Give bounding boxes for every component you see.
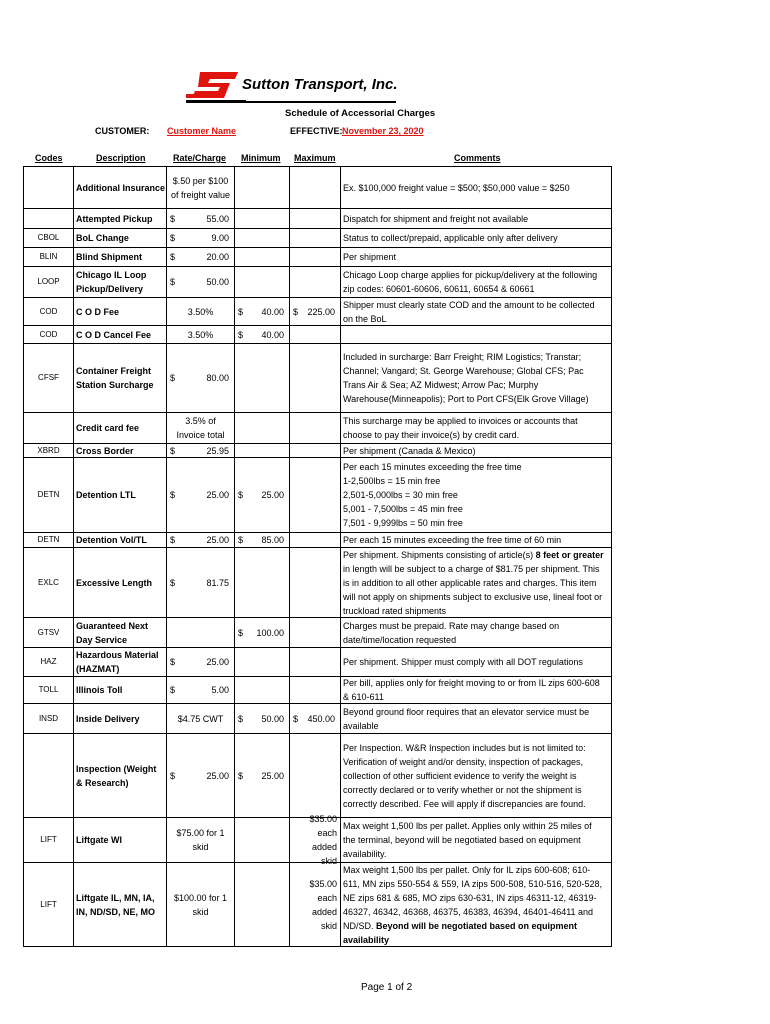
amount-value: 25.00	[261, 490, 284, 500]
text-line: Per shipment. Shipper must comply with all DOT regulations	[343, 657, 583, 667]
text-line: & 610-611	[343, 692, 384, 702]
charge-comments	[341, 444, 611, 457]
charge-description	[74, 326, 166, 343]
minimum-charge	[235, 298, 289, 325]
amount-value: 81.75	[206, 577, 229, 588]
customer-label: CUSTOMER:	[95, 126, 150, 136]
charge-code: INSD	[38, 713, 59, 723]
text-line: Day Service	[76, 634, 128, 645]
charge-description	[74, 167, 166, 208]
amount-value: 25.00	[206, 657, 229, 667]
text-line: 5,001 - 7,500lbs = 45 min free	[343, 504, 463, 514]
text-line: Max weight 1,500 lbs per pallet. Applies only within 25 miles of	[343, 821, 592, 831]
text-line: 46327, 46342, 46368, 46375, 46383, 46394, 46401-46411 and	[343, 906, 594, 917]
text-line: C O D Cancel Fee	[76, 329, 152, 340]
text-line: Per each 15 minutes exceeding the free time of 60 min	[343, 535, 562, 545]
charge-comments	[341, 818, 611, 862]
text-line: skid	[320, 856, 337, 866]
text-line: $75.00 for 1	[176, 828, 225, 838]
text-line: will not apply on shipments subject to exclusive use, lineal foot or	[343, 591, 603, 602]
charge-description	[74, 704, 166, 733]
text-line: truckload rated shipments	[343, 605, 447, 616]
amount-value: 25.00	[206, 770, 229, 781]
charge-description	[74, 818, 166, 862]
charge-comments	[341, 229, 611, 247]
text-line: Credit card fee	[76, 423, 140, 433]
text-line: available	[343, 720, 379, 731]
charge-description	[74, 533, 166, 547]
charge-description	[74, 413, 166, 443]
text-line: Illinois Toll	[76, 685, 123, 695]
rate-charge	[167, 533, 234, 547]
charge-description	[74, 648, 166, 676]
currency-symbol: $	[238, 535, 244, 545]
currency-symbol: $	[170, 233, 176, 243]
amount-value: 450.00	[307, 713, 335, 724]
text-line: Channel; Vangard; St. George Warehouse; Global CFS; Pac	[343, 366, 584, 376]
text-line: Container Freight	[76, 366, 152, 376]
currency-symbol: $	[238, 770, 244, 781]
text-line: Guaranteed Next	[76, 620, 149, 631]
text-line: Max weight 1,500 lbs per pallet. Only for IL zips 600-608; 610-	[343, 864, 591, 875]
amount-value: 50.00	[206, 277, 229, 287]
charge-comments	[341, 413, 611, 443]
text-line: is in addition to all other applicable rates and charges. This item	[343, 577, 597, 588]
rate-charge	[167, 298, 234, 325]
charge-code	[24, 734, 73, 817]
text-line: availability.	[343, 849, 387, 859]
charge-comments	[341, 548, 611, 617]
charge-description	[74, 298, 166, 325]
charge-comments	[341, 344, 611, 412]
charge-description	[74, 458, 166, 532]
text-line: each added	[311, 892, 337, 917]
rate-charge	[167, 229, 234, 247]
text-line: each added	[311, 828, 337, 852]
column-border	[234, 166, 235, 947]
charge-description	[74, 734, 166, 817]
text-line: ND/SD. Beyond will be negotiated based on equipment	[343, 920, 578, 931]
charge-code: LIFT	[40, 899, 57, 909]
text-line: Per shipment. Shipments consisting of article(s) 8 feet or greater	[343, 549, 604, 560]
currency-symbol: $	[170, 445, 176, 456]
charge-code	[24, 413, 73, 443]
amount-value: 50.00	[261, 713, 284, 724]
text-line: Liftgate WI	[76, 835, 122, 845]
text-line: skid	[320, 920, 337, 931]
text-line: of freight value	[170, 189, 231, 200]
charge-code: COD	[39, 329, 58, 339]
text-line: Per Inspection. W&R Inspection includes but is not limited to:	[343, 742, 586, 753]
maximum-charge	[290, 863, 340, 946]
text-line: availability	[343, 934, 390, 945]
charge-code	[24, 209, 73, 228]
amount-value: 55.00	[206, 213, 229, 224]
charge-code: LIFT	[40, 835, 57, 844]
currency-symbol: $	[170, 213, 176, 224]
text-line: Attempted Pickup	[76, 213, 153, 224]
rate-charge	[167, 734, 234, 817]
text-line: $.50 per $100	[172, 175, 229, 186]
text-line: 3.50%	[187, 329, 214, 340]
text-line: This surcharge may be applied to invoices or accounts that	[343, 416, 578, 426]
text-line: Blind Shipment	[76, 252, 142, 262]
charge-comments	[341, 734, 611, 817]
text-line: 3.50%	[187, 306, 214, 317]
text-line: Liftgate IL, MN, IA,	[76, 892, 155, 903]
page-number: Page 1 of 2	[361, 982, 413, 993]
column-header-codes: Codes	[35, 153, 63, 163]
text-line: Verification of weight and/or density, inspection of packages,	[343, 756, 583, 767]
document-title: Schedule of Accessorial Charges	[285, 108, 436, 119]
amount-value: 40.00	[261, 306, 284, 317]
text-line: & Research)	[76, 777, 129, 788]
rate-charge	[167, 167, 234, 208]
charge-code: EXLC	[38, 577, 59, 587]
text-line: Chicago Loop charge applies for pickup/delivery at the following	[343, 270, 598, 280]
text-line: Chicago IL Loop	[76, 270, 147, 280]
minimum-charge	[235, 734, 289, 817]
text-line: Dispatch for shipment and freight not available	[343, 213, 529, 224]
currency-symbol: $	[170, 657, 176, 667]
currency-symbol: $	[170, 577, 176, 588]
text-line: Included in surcharge: Barr Freight; RIM Logistics; Transtar;	[343, 352, 582, 362]
text-line: correctly declared or to verify whether or not the shipment is	[343, 784, 582, 795]
charge-description	[74, 267, 166, 297]
text-line: in length will be subject to a charge of $81.75 per shipment. This	[343, 563, 600, 574]
charge-description	[74, 209, 166, 228]
rate-charge	[167, 248, 234, 266]
amount-value: 25.00	[206, 490, 229, 500]
effective-date-field[interactable]: November 23, 2020	[342, 126, 424, 136]
text-line: Cross Border	[76, 445, 134, 456]
text-line: Warehouse(Minneapolis); Port to Port CFS(Elk Grove Village)	[343, 394, 589, 404]
column-header-comments: Comments	[454, 153, 501, 163]
text-line: collection of other sufficient evidence to verify the weight is	[343, 770, 577, 781]
text-line: Inspection (Weight	[76, 763, 157, 774]
text-line: date/time/location requested	[343, 634, 457, 645]
text-line: Inside Delivery	[76, 713, 140, 724]
rate-charge	[167, 704, 234, 733]
amount-value: 25.95	[206, 445, 229, 456]
text-line: $100.00 for 1	[173, 892, 228, 903]
rate-charge	[167, 413, 234, 443]
currency-symbol: $	[170, 685, 176, 695]
charge-comments	[341, 677, 611, 703]
charge-code	[24, 167, 73, 208]
text-line: Detention Vol/TL	[76, 535, 147, 545]
rate-charge	[167, 548, 234, 617]
rate-charge	[167, 677, 234, 703]
charge-description	[74, 618, 166, 647]
rate-charge	[167, 209, 234, 228]
text-line: skid	[192, 906, 209, 917]
amount-value: 40.00	[261, 329, 284, 340]
amount-value: 20.00	[206, 252, 229, 262]
text-line: $35.00	[309, 878, 337, 889]
currency-symbol: $	[170, 373, 176, 383]
text-line: choose to pay their invoice(s) by credit card.	[343, 430, 520, 440]
minimum-charge	[235, 618, 289, 647]
text-line: (HAZMAT)	[76, 664, 120, 674]
charge-code: CFSF	[38, 373, 59, 382]
text-line: IN, ND/SD, NE, MO	[76, 906, 156, 917]
text-line: Per each 15 minutes exceeding the free time	[343, 462, 522, 472]
text-line: 1-2,500lbs = 15 min free	[343, 476, 441, 486]
logo-underline	[186, 101, 396, 103]
currency-symbol: $	[238, 627, 244, 638]
text-line: Hazardous Material	[76, 650, 159, 660]
charge-code: XBRD	[37, 445, 60, 455]
text-line: Detention LTL	[76, 490, 136, 500]
charge-comments	[341, 248, 611, 266]
charge-comments	[341, 267, 611, 297]
charge-comments	[341, 209, 611, 228]
text-line: NE zips 681 & 685, MO zips 630-631, IN zips 46311-12, 46319-	[343, 892, 597, 903]
amount-value: 25.00	[261, 770, 284, 781]
text-line: 2,501-5,000lbs = 30 min free	[343, 490, 458, 500]
text-line: BoL Change	[76, 233, 129, 243]
text-line: Per shipment	[343, 252, 397, 262]
charge-comments	[341, 648, 611, 676]
text-line: Per bill, applies only for freight moving to or from IL zips 600-608	[343, 678, 600, 688]
charge-code: CBOL	[37, 233, 60, 242]
maximum-charge	[290, 704, 340, 733]
charge-code: COD	[39, 306, 58, 316]
currency-symbol: $	[170, 490, 176, 500]
text-line: C O D Fee	[76, 306, 120, 317]
rate-charge	[167, 818, 234, 862]
minimum-charge	[235, 458, 289, 532]
text-line: Pickup/Delivery	[76, 284, 144, 294]
amount-value: 80.00	[206, 373, 229, 383]
rate-charge	[167, 344, 234, 412]
charge-code: GTSV	[37, 627, 60, 637]
charge-comments	[341, 618, 611, 647]
text-line: on the BoL	[343, 313, 387, 324]
amount-value: 25.00	[206, 535, 229, 545]
charge-comments	[341, 533, 611, 547]
text-line: Shipper must clearly state COD and the amount to be collected	[343, 299, 595, 310]
text-line: Ex. $100,000 freight value = $500; $50,000 value = $250	[343, 182, 570, 193]
text-line: 611, MN zips 550-554 & 559, IA zips 500-508, 510-516, 520-528,	[343, 878, 603, 889]
currency-symbol: $	[170, 535, 176, 545]
charge-description	[74, 863, 166, 946]
text-line: Beyond ground floor requires that an elevator service must be	[343, 706, 590, 717]
charge-code: DETN	[37, 535, 60, 544]
text-line: Trans Air & Sea; AZ Midwest; Arrow Pac; Murphy	[343, 380, 539, 390]
text-line: $35.00	[309, 814, 337, 824]
charge-description	[74, 248, 166, 266]
rate-charge	[167, 326, 234, 343]
company-name: Sutton Transport, Inc.	[242, 76, 398, 93]
rate-charge	[167, 618, 234, 647]
currency-symbol: $	[293, 713, 299, 724]
text-line: Additional Insurance	[76, 182, 166, 193]
text-line: Per shipment (Canada & Mexico)	[343, 445, 476, 456]
text-line: skid	[192, 842, 209, 852]
charge-description	[74, 677, 166, 703]
charge-description	[74, 548, 166, 617]
maximum-charge	[290, 298, 340, 325]
company-logo	[186, 70, 396, 104]
rate-charge	[167, 267, 234, 297]
currency-symbol: $	[238, 490, 244, 500]
charge-description	[74, 229, 166, 247]
text-line: 7,501 - 9,999lbs = 50 min free	[343, 518, 463, 528]
minimum-charge	[235, 326, 289, 343]
column-header-minimum: Minimum	[241, 153, 281, 163]
column-header-maximum: Maximum	[294, 153, 336, 163]
amount-value: 100.00	[256, 627, 284, 638]
amount-value: 9.00	[211, 233, 229, 243]
text-line: Invoice total	[176, 430, 225, 440]
text-line: $4.75 CWT	[177, 713, 224, 724]
amount-value: 225.00	[307, 306, 335, 317]
effective-label: EFFECTIVE:	[290, 126, 343, 136]
text-line: correctly described. Fee will apply if discrepancies are found.	[343, 798, 586, 809]
currency-symbol: $	[293, 306, 299, 317]
minimum-charge	[235, 704, 289, 733]
charge-description	[74, 444, 166, 457]
charge-comments	[341, 704, 611, 733]
column-border	[611, 166, 612, 947]
charge-code: BLIN	[39, 252, 58, 261]
text-line: zip codes: 60601-60606, 60611, 60654 & 60661	[343, 284, 535, 294]
charge-comments	[341, 298, 611, 325]
text-line: the terminal, beyond will be negotiated based on equipment	[343, 835, 581, 845]
charge-comments	[341, 863, 611, 946]
charge-code: LOOP	[37, 277, 60, 286]
sutton-s-logo-icon	[186, 70, 246, 104]
column-header-description: Description	[96, 153, 146, 163]
column-header-rate: Rate/Charge	[173, 153, 227, 163]
currency-symbol: $	[238, 329, 244, 340]
minimum-charge	[235, 533, 289, 547]
text-line: Station Surcharge	[76, 380, 154, 390]
text-line: Excessive Length	[76, 577, 153, 588]
text-line: 3.5% of	[185, 416, 216, 426]
rate-charge	[167, 648, 234, 676]
charge-code: TOLL	[38, 685, 59, 694]
charge-comments	[341, 326, 611, 343]
charge-description	[74, 344, 166, 412]
rate-charge	[167, 444, 234, 457]
currency-symbol: $	[170, 277, 176, 287]
charge-code: HAZ	[40, 657, 57, 666]
maximum-charge	[290, 814, 340, 866]
charge-comments	[341, 458, 611, 532]
text-line: Charges must be prepaid. Rate may change based on	[343, 620, 560, 631]
text-line: Status to collect/prepaid, applicable only after delivery	[343, 233, 558, 243]
currency-symbol: $	[170, 770, 176, 781]
currency-symbol: $	[170, 252, 176, 262]
rate-charge	[167, 863, 234, 946]
amount-value: 5.00	[211, 685, 229, 695]
customer-name-field[interactable]: Customer Name	[167, 126, 237, 136]
amount-value: 85.00	[261, 535, 284, 545]
currency-symbol: $	[238, 713, 244, 724]
rate-charge	[167, 458, 234, 532]
charge-comments	[341, 167, 611, 208]
currency-symbol: $	[238, 306, 244, 317]
charge-code: DETN	[37, 490, 60, 499]
